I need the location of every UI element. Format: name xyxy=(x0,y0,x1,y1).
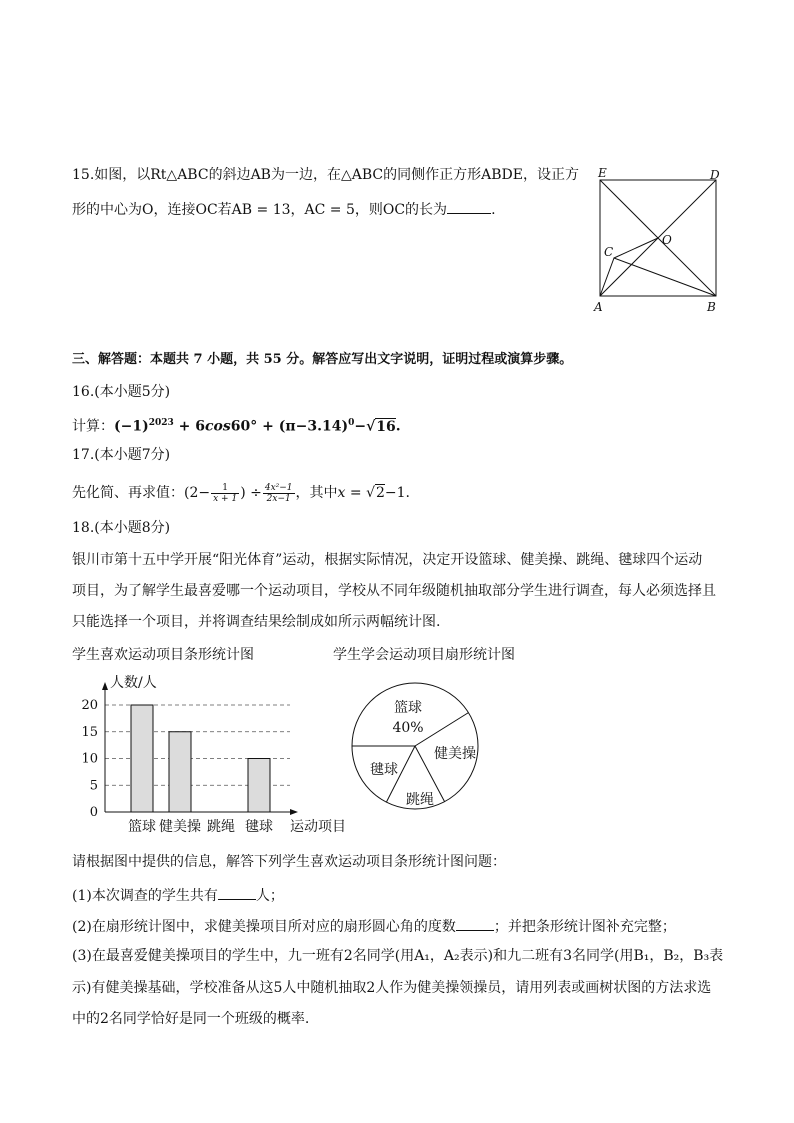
slice-label: 篮球 xyxy=(394,700,422,716)
slice-label: 跳绳 xyxy=(406,792,434,808)
segment-oc xyxy=(614,238,658,258)
q17-end: −1. xyxy=(384,485,411,501)
q18-sub-3-line-3: 中的2名同学恰好是同一个班级的概率. xyxy=(72,1011,310,1027)
q16-part-3: 60° + (π−3.14) xyxy=(230,418,349,435)
q16-expression xyxy=(72,414,401,436)
q16-part-2: + 6 xyxy=(173,418,206,435)
frac2-denominator: 2x−1 xyxy=(266,493,291,504)
q18-intro-2: 项目，为了解学生最喜爱哪一个运动项目，学校从不同年级随机抽取部分学生进行调查，每人必须选择且 xyxy=(72,583,716,599)
x-tick-label: 健美操 xyxy=(159,819,201,835)
label-c: C xyxy=(604,245,614,259)
label-o: O xyxy=(662,233,672,247)
label-b: B xyxy=(707,300,716,314)
q17-header: 17.(本小题7分) xyxy=(72,447,171,463)
slice-label: 健美操 xyxy=(434,746,476,762)
y-tick-label: 20 xyxy=(81,698,98,713)
q17-radicand: 2 xyxy=(376,485,385,501)
y-tick-label: 0 xyxy=(89,805,98,820)
y-tick-label: 10 xyxy=(81,751,98,767)
bar xyxy=(248,759,270,813)
q15-line-2-end: . xyxy=(491,202,496,218)
q15-line-1: 15.如图，以Rt△ABC的斜边AB为一边，在△ABC的同侧作正方形ABDE，设正方 xyxy=(72,167,579,183)
x-axis-arrow xyxy=(290,809,298,815)
q16-radicand: 16 xyxy=(376,418,396,435)
label-d: D xyxy=(710,168,720,182)
q18-intro-1: 银川市第十五中学开展“阳光体育”运动，根据实际情况，决定开设篮球、健美操、跳绳、毽球四个运动 xyxy=(72,552,703,568)
triangle-acb xyxy=(600,258,716,296)
q17-mid: ) ÷ xyxy=(240,485,262,501)
q16-header: 16.(本小题5分) xyxy=(72,384,171,400)
frac2-numerator: 4x²−1 xyxy=(264,482,293,493)
q18-sub-1-end: 人； xyxy=(255,888,284,904)
q16-exponent-2: 0 xyxy=(348,418,355,428)
slice-label: 毽球 xyxy=(370,762,398,778)
q17-x: x xyxy=(337,485,346,501)
bar xyxy=(131,705,153,812)
answer-blank-18-2[interactable] xyxy=(456,916,494,931)
q18-sub-2 xyxy=(72,916,676,936)
q15-line-2 xyxy=(72,199,496,219)
q16-lead: 计算： xyxy=(72,418,114,435)
x-tick-label: 毽球 xyxy=(245,819,273,835)
q16-part-1: (−1) xyxy=(114,418,149,435)
bar xyxy=(169,732,191,812)
q18-header: 18.(本小题8分) xyxy=(72,520,171,536)
label-a: A xyxy=(594,300,603,314)
q15-line-2-text: 形的中心为O，连接OC若AB = 13，AC = 5，则OC的长为 xyxy=(72,202,448,218)
x-axis-label: 运动项目 xyxy=(290,819,346,835)
y-axis-label: 人数/人 xyxy=(110,675,157,691)
x-tick-label: 篮球 xyxy=(128,819,156,835)
q18-sub-2-end: ；并把条形统计图补充完整； xyxy=(493,919,676,935)
q17-lead: 先化简、再求值：(2− xyxy=(72,485,211,501)
q17-expression xyxy=(72,478,410,508)
sqrt-sign: √ xyxy=(366,418,376,435)
pie-chart xyxy=(345,666,485,818)
q18-sub-1-text: (1)本次调查的学生共有 xyxy=(72,888,218,904)
y-axis-arrow xyxy=(102,682,108,690)
q17-eq: = xyxy=(345,485,367,501)
section-heading: 三、解答题：本题共 7 小题，共 55 分。解答应写出文字说明，证明过程或演算步骤。 xyxy=(72,352,573,367)
q18-sub-3-line-2: 示)有健美操基础，学校准备从这5人中随机抽取2人作为健美操领操员，请用列表或画树状图的方法求选 xyxy=(72,980,712,996)
pie-chart-title: 学生学会运动项目扇形统计图 xyxy=(333,647,515,663)
q17-fraction-2 xyxy=(263,483,295,504)
sqrt-sign: √ xyxy=(366,485,375,501)
q18-intro-3: 只能选择一个项目，并将调查结果绘制成如所示两幅统计图. xyxy=(72,614,441,630)
y-tick-label: 15 xyxy=(81,724,98,740)
bar-chart-title: 学生喜欢运动项目条形统计图 xyxy=(72,647,254,663)
q16-part-4: − xyxy=(354,418,367,435)
square-abde-figure xyxy=(590,165,725,317)
q17-tail: ，其中 xyxy=(295,485,338,501)
q18-sub-2-text: (2)在扇形统计图中，求健美操项目所对应的扇形圆心角的度数 xyxy=(72,919,456,935)
frac1-denominator: x + 1 xyxy=(213,493,238,504)
bar-chart xyxy=(70,668,360,840)
q16-end: . xyxy=(395,418,401,435)
q16-cos: cos xyxy=(205,418,231,435)
q18-sub-1 xyxy=(72,885,284,905)
slice-percent-label: 40% xyxy=(392,720,424,736)
q18-sub-3-line-1: (3)在最喜爱健美操项目的学生中，九一班有2名同学(用A₁，A₂表示)和九二班有3名同学(用B₁，B₂，B₃表 xyxy=(72,948,724,964)
answer-blank-18-1[interactable] xyxy=(218,885,256,900)
y-tick-label: 5 xyxy=(89,778,98,794)
x-tick-label: 跳绳 xyxy=(207,819,235,835)
frac1-numerator: 1 xyxy=(211,483,239,494)
q17-fraction-1 xyxy=(211,483,239,504)
q16-exponent-1: 2023 xyxy=(148,418,174,428)
label-e: E xyxy=(598,166,607,180)
answer-blank-15[interactable] xyxy=(447,199,491,214)
q18-prompt: 请根据图中提供的信息，解答下列学生喜欢运动项目条形统计图问题： xyxy=(72,854,506,870)
